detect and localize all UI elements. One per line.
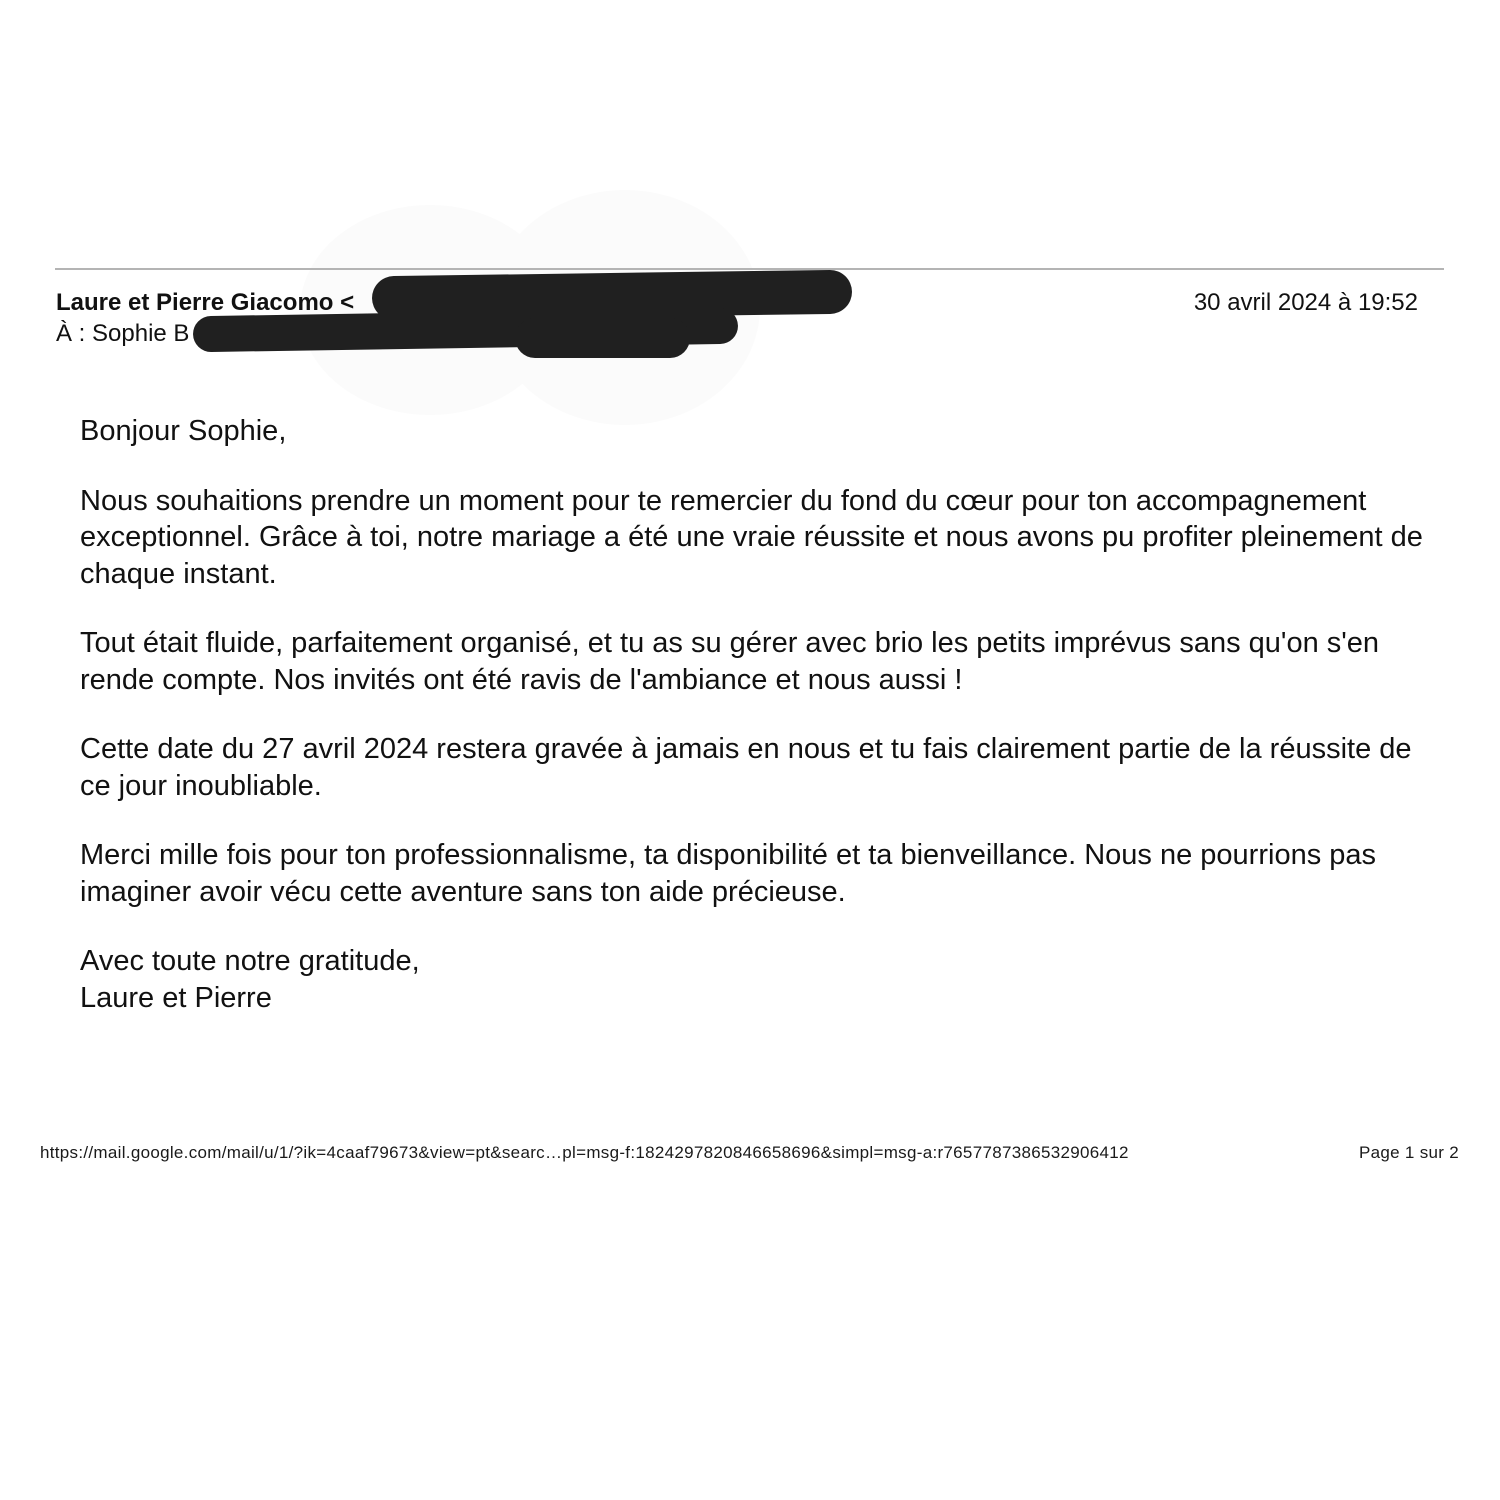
greeting: Bonjour Sophie, — [80, 415, 287, 447]
header-divider — [55, 268, 1444, 270]
message-body — [80, 413, 1440, 1016]
sender-name: Laure et Pierre Giacomo < — [56, 289, 355, 316]
message-paragraph: Tout était fluide, parfaitement organisé, et tu as su gérer avec brio les petits imprévus sans qu'on s'en rende compte. Nos invités ont été ravis de l'ambiance et nous aussi ! — [80, 627, 1380, 696]
recipient-line: À : Sophie B — [56, 320, 190, 347]
message-paragraph: Nous souhaitions prendre un moment pour te remercier du fond du cœur pour ton accompagnement exceptionnel. Grâce à toi, notre mariage a été une vraie réussite et nous avons pu profiter pleinement de chaque instant. — [80, 484, 1423, 590]
message-paragraph: Merci mille fois pour ton professionnalisme, ta disponibilité et ta bienveillance. Nous ne pourrions pas imaginer avoir vécu cette aventure sans ton aide précieuse. — [80, 839, 1377, 908]
sent-date: 30 avril 2024 à 19:52 — [1193, 289, 1418, 316]
signature: Laure et Pierre — [80, 981, 272, 1014]
print-footer-url: https://mail.google.com/mail/u/1/?ik=4caaf79673&view=pt&searc…pl=msg-f:1824297820846658696&simpl=msg-a:r7657787386532906412 — [40, 1143, 1129, 1162]
message-paragraph: Cette date du 27 avril 2024 restera gravée à jamais en nous et tu fais clairement partie de la réussite de ce jour inoubliable. — [80, 733, 1412, 802]
page-number: Page 1 sur 2 — [1359, 1143, 1459, 1162]
closing: Avec toute notre gratitude, — [80, 945, 420, 977]
redaction-mark — [515, 318, 690, 358]
